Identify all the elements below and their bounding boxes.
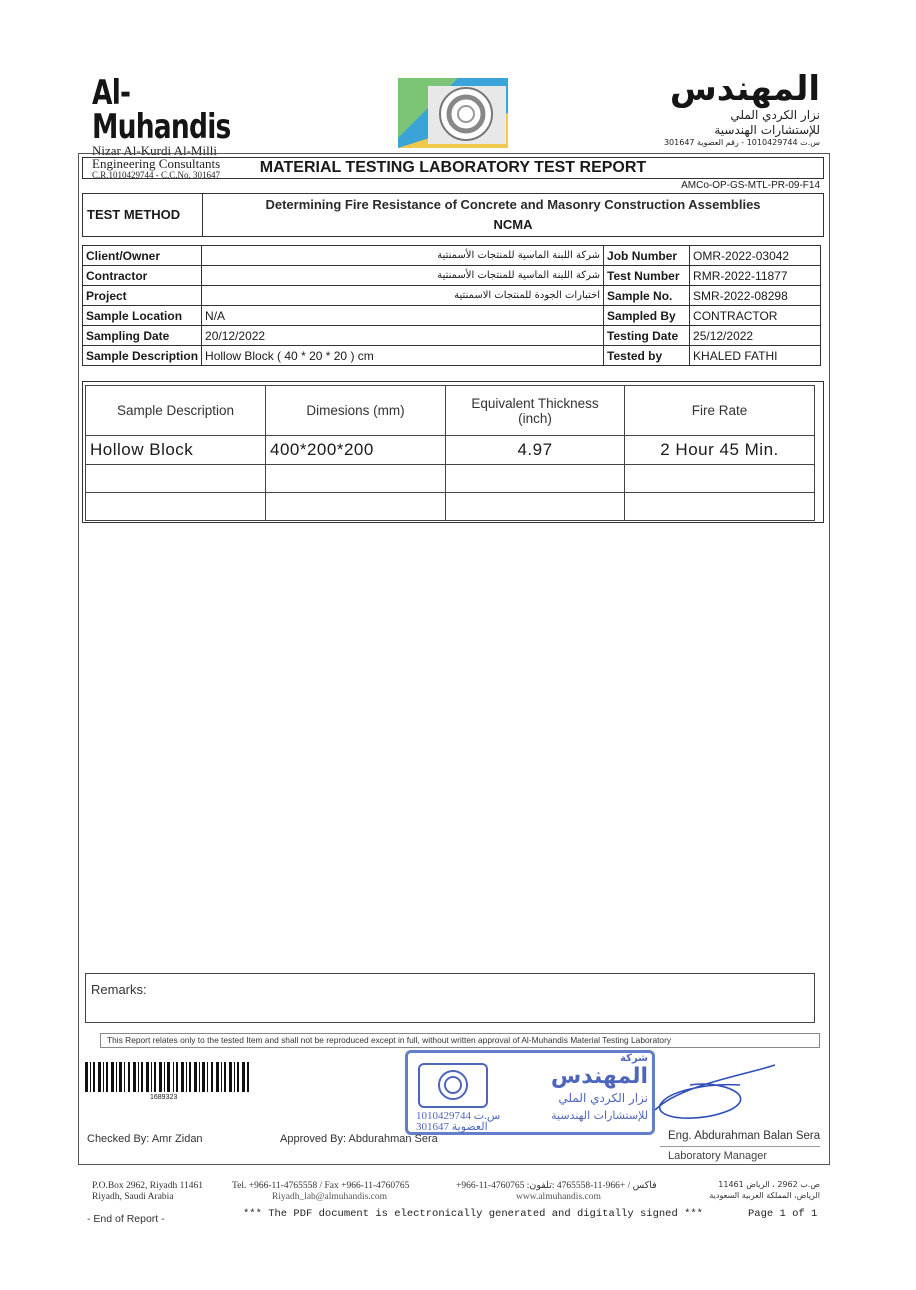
table-row <box>83 306 821 326</box>
logo-arabic-registration: س.ت 1010429744 - رقم العضوية 301647 <box>663 138 820 147</box>
info-value: اختبارات الجودة للمنتجات الاسمنتية <box>202 286 604 306</box>
column-header: Equivalent Thickness (inch) <box>446 386 625 436</box>
remarks-label: Remarks: <box>91 982 147 997</box>
document-code: AMCo-OP-GS-MTL-PR-09-F14 <box>681 180 820 191</box>
footer-address-line: ص.ب 2962 ، الرياض 11461 <box>718 1180 820 1189</box>
info-value: RMR-2022-11877 <box>690 266 821 286</box>
stamp-ring-icon <box>420 1065 486 1106</box>
logo-owner-name: Nizar Al-Kurdi Al-Milli <box>92 143 217 158</box>
table-row <box>86 493 815 521</box>
page-number: Page 1 of 1 <box>748 1208 818 1220</box>
logo-arabic-type: للإستشارات الهندسية <box>714 123 820 137</box>
empty-cell <box>266 465 446 493</box>
info-value: N/A <box>202 306 604 326</box>
stamp-line: شركة <box>620 1053 648 1064</box>
info-key: Sample Description <box>83 346 202 366</box>
pdf-note: *** The PDF document is electronically generated and digitally signed *** <box>243 1208 703 1220</box>
column-header: Dimesions (mm) <box>266 386 446 436</box>
barcode-icon <box>85 1062 250 1092</box>
info-key: Tested by <box>604 346 690 366</box>
info-value: 20/12/2022 <box>202 326 604 346</box>
company-emblem-icon <box>398 78 508 148</box>
logo-arabic-wordmark: المهندس <box>669 69 820 109</box>
footer-contact <box>232 1181 409 1203</box>
remarks-box <box>85 973 815 1023</box>
footer-phone-arabic: +966-11-4760765 :فاكس / +966-11-4765558 :تلفون <box>456 1181 657 1191</box>
info-key: Sampling Date <box>83 326 202 346</box>
info-key: Project <box>83 286 202 306</box>
stamp-emblem-icon <box>418 1063 488 1108</box>
test-method-label: TEST METHOD <box>83 194 203 236</box>
company-logo-arabic <box>640 70 820 147</box>
logo-company-type: Engineering Consultants <box>92 156 221 171</box>
signature-line <box>660 1146 820 1147</box>
table-row <box>83 246 821 266</box>
result-fire-rate: 2 Hour 45 Min. <box>625 436 815 465</box>
info-key: Sample No. <box>604 286 690 306</box>
footer-address <box>92 1181 203 1203</box>
footer-address-arabic <box>670 1179 820 1201</box>
stamp-line: نزار الكردي الملي <box>558 1091 648 1105</box>
signature-icon <box>650 1055 780 1125</box>
empty-cell <box>446 493 625 521</box>
barcode-number: 1689323 <box>150 1094 178 1101</box>
footer-address-line: الرياض، المملكة العربية السعودية <box>709 1191 820 1200</box>
test-method-standard: NCMA <box>493 217 533 232</box>
report-title: MATERIAL TESTING LABORATORY TEST REPORT <box>82 157 824 179</box>
footer-phone: Tel. +966-11-4765558 / Fax +966-11-4760765 <box>232 1181 410 1191</box>
info-value: شركة اللبنة الماسية للمنتجات الأسمنتية <box>202 246 604 266</box>
info-value: شركة اللبنة الماسية للمنتجات الأسمنتية <box>202 266 604 286</box>
stamp-line: للإستشارات الهندسية <box>551 1109 648 1122</box>
engineer-name: Eng. Abdurahman Balan Sera <box>668 1130 821 1142</box>
info-value: CONTRACTOR <box>690 306 821 326</box>
test-method-title: Determining Fire Resistance of Concrete and Masonry Construction Assemblies <box>265 197 761 212</box>
info-key: Testing Date <box>604 326 690 346</box>
logo-wordmark: Al-Muhandis <box>92 73 231 147</box>
results-header-row <box>86 386 815 436</box>
info-key: Test Number <box>604 266 690 286</box>
stamp-cr-number: س.ت 1010429744 <box>416 1110 501 1122</box>
empty-cell <box>446 465 625 493</box>
results-table <box>85 385 815 521</box>
table-row <box>83 266 821 286</box>
empty-cell <box>625 493 815 521</box>
footer-contact-arabic <box>456 1181 657 1203</box>
info-key: Sampled By <box>604 306 690 326</box>
approved-by: Approved By: Abdurahman Sera <box>280 1133 438 1145</box>
result-sample: Hollow Block <box>86 436 266 465</box>
end-of-report: - End of Report - <box>87 1213 165 1225</box>
table-row <box>83 326 821 346</box>
footer-website: www.almuhandis.com <box>516 1192 601 1202</box>
info-value: KHALED FATHI <box>690 346 821 366</box>
result-thickness: 4.97 <box>446 436 625 465</box>
logo-arabic-owner: نزار الكردي الملي <box>730 108 820 122</box>
stamp-registration <box>416 1111 500 1133</box>
logo-registration: C.R.1010429744 - C.C.No. 301647 <box>92 170 221 180</box>
empty-cell <box>86 493 266 521</box>
checked-by: Checked By: Amr Zidan <box>87 1133 203 1145</box>
info-key: Client/Owner <box>83 246 202 266</box>
disclaimer: This Report relates only to the tested Item and shall not be reproduced except in full, without written approval of Al-Muhandis Material Testing Laboratory <box>100 1033 820 1048</box>
result-dimensions: 400*200*200 <box>266 436 446 465</box>
info-key: Sample Location <box>83 306 202 326</box>
info-key: Job Number <box>604 246 690 266</box>
footer-email: Riyadh_lab@almuhandis.com <box>272 1192 388 1202</box>
company-stamp <box>405 1050 655 1135</box>
empty-cell <box>266 493 446 521</box>
table-row <box>83 286 821 306</box>
footer-address-line: Riyadh, Saudi Arabia <box>92 1192 174 1202</box>
footer-address-line: P.O.Box 2962, Riyadh 11461 <box>92 1181 204 1191</box>
info-value: SMR-2022-08298 <box>690 286 821 306</box>
stamp-cc-number: العضوية 301647 <box>416 1121 488 1133</box>
stamp-wordmark: المهندس <box>550 1064 648 1089</box>
empty-cell <box>86 465 266 493</box>
test-method-box <box>82 193 824 237</box>
column-header: Fire Rate <box>625 386 815 436</box>
empty-cell <box>625 465 815 493</box>
table-row <box>86 436 815 465</box>
column-header: Sample Description <box>86 386 266 436</box>
engineer-title: Laboratory Manager <box>668 1150 768 1162</box>
info-key: Contractor <box>83 266 202 286</box>
info-value: OMR-2022-03042 <box>690 246 821 266</box>
table-row <box>83 346 821 366</box>
info-value: 25/12/2022 <box>690 326 821 346</box>
table-row <box>86 465 815 493</box>
info-value: Hollow Block ( 40 * 20 * 20 ) cm <box>202 346 604 366</box>
sample-info-table <box>82 245 821 366</box>
